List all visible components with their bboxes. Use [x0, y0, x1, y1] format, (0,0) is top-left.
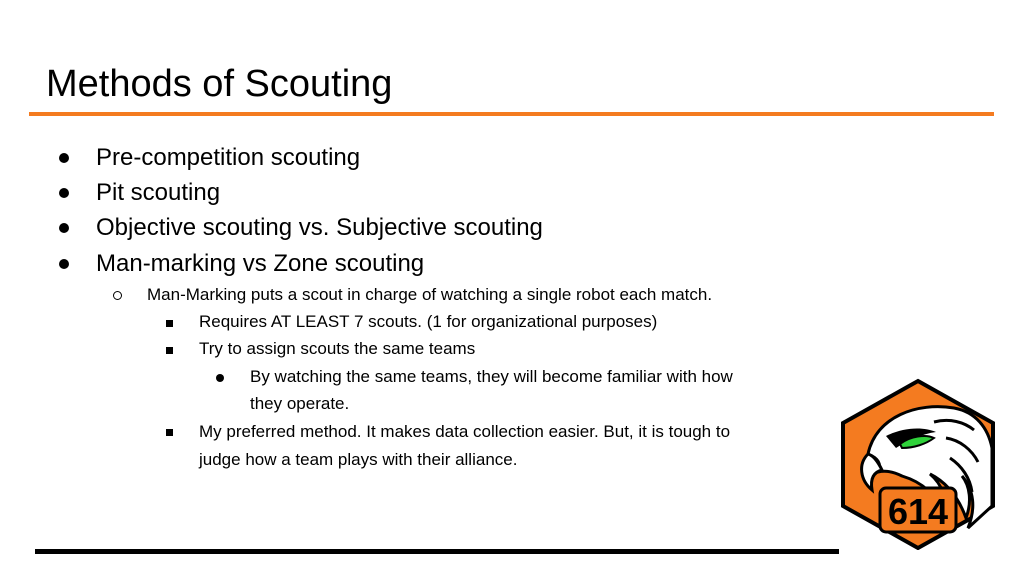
sub-bullet-item: Man-Marking puts a scout in charge of watching a single robot each match.: [147, 285, 713, 304]
sub-sub-bullet-assign: Try to assign scouts the same teams: [199, 339, 476, 358]
eagle-hexagon-logo: [838, 378, 998, 550]
bullet-dot: [59, 259, 69, 269]
bullet-dot: [59, 153, 69, 163]
sub-sub-bullet-preferred: My preferred method. It makes data collection easier. But, it is tough to: [199, 422, 731, 441]
nested-bullet-continuation: they operate.: [250, 394, 350, 413]
sub-sub-bullet-preferred-continuation: judge how a team plays with their alliance.: [199, 450, 518, 469]
sub-sub-bullet-square: [166, 429, 173, 436]
title-divider: [29, 112, 994, 116]
nested-bullet-item: By watching the same teams, they will become familiar with how: [250, 367, 733, 386]
logo-team-number: 614: [887, 491, 949, 532]
sub-sub-bullet-square: [166, 320, 173, 327]
sub-bullet-ring: [113, 291, 122, 300]
bullet-dot: [59, 223, 69, 233]
sub-sub-bullet-scouts: Requires AT LEAST 7 scouts. (1 for organizational purposes): [199, 312, 658, 331]
bullet-item-objective: Objective scouting vs. Subjective scouting: [96, 214, 543, 241]
bullet-item-pre-competition: Pre-competition scouting: [96, 144, 361, 171]
bullet-dot: [59, 188, 69, 198]
bullet-item-pit: Pit scouting: [96, 179, 221, 206]
nested-bullet-dot: [216, 374, 224, 382]
sub-sub-bullet-square: [166, 347, 173, 354]
bullet-item-man-marking: Man-marking vs Zone scouting: [96, 250, 425, 277]
bottom-divider: [35, 549, 839, 554]
slide-title: Methods of Scouting: [46, 63, 393, 105]
